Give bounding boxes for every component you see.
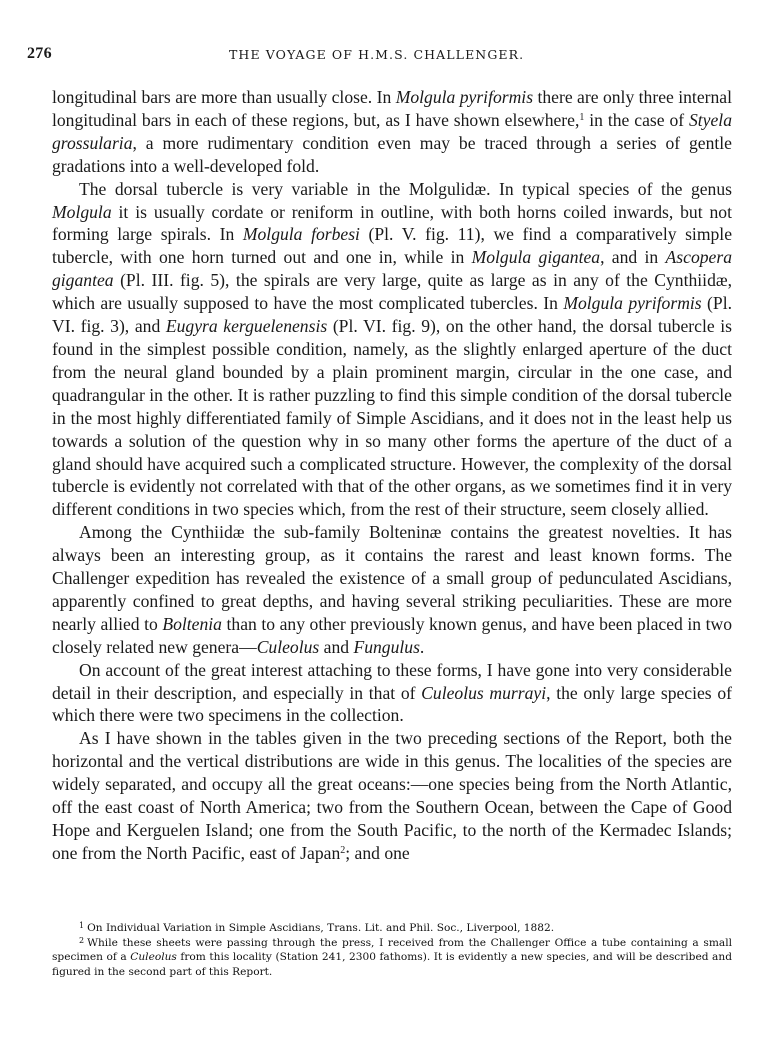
paragraph [52,659,732,728]
text-run: ; and one [345,842,410,863]
text-run: in the case of [584,109,689,130]
page-number: 276 [27,45,52,62]
text-run: On Individual Variation in Simple Ascidians, Trans. Lit. and Phil. Soc., Liverpool, 1882. [87,922,555,934]
paragraph [52,521,732,658]
text-run: (Pl. III. fig. 5), the spirals are very large, quite as large as in any of the Cynthiidæ, which are usually supposed to have the most complicated tubercles. In [52,270,732,314]
body-text [52,86,732,865]
text-run: The dorsal tubercle is very variable in the Molgulidæ. In typical species of the genus [79,178,732,199]
text-run: from this locality (Station 241, 2300 fathoms). It is evidently a new species, and will be described and figured in the second part of this Report. [52,951,732,979]
text-run: it is usually cordate or reniform in outline, with both horns coiled inwards, but not forming large spirals. In [52,201,732,245]
footnote-reference: 2 [340,844,346,856]
text-run: , the only large species of which there were two specimens in the collection. [52,682,732,726]
italic-taxon-name: Culeolus [130,951,177,964]
text-run: Among the Cynthiidæ the sub-family Bolteninæ contains the greatest novelties. It has always been an interesting group, as it contains the rarest and least known forms. The Challenger expedition has revealed the existence of a small group of pedunculated Ascidians, apparently confined to great depths, and having several striking peculiarities. These are more nearly allied to [52,522,732,634]
text-run: As I have shown in the tables given in the two preceding sections of the Report, both the horizontal and the vertical distributions are wide in this genus. The localities of the species are widely separated, and occupy all the great oceans:—one species being from the North Atlantic, off the east coast of North America; two from the Southern Ocean, between the Cape of Good Hope and Kerguelen Island; one from the South Pacific, to the north of the Kermadec Islands; one from the North Pacific, east of Japan [52,728,732,863]
text-run: . [419,636,425,657]
text-run: While these sheets were passing through the press, I received from the Challenger Office a tube containing a small specimen of a [52,936,732,964]
text-run: (Pl. VI. fig. 9), on the other hand, the dorsal tubercle is found in the simplest possible condition, namely, as the slightly enlarged aperture of the duct from the neural gland bounded by a plain prominent margin, circular in the one case, and quadrangular in the other. It is rather puzzling to find this simple condition of the dorsal tubercle in the most highly differentiated family of Simple Ascidians, and it does not in the least help us towards a solution of the question why in so many other forms the aperture of the duct of a gland should have acquired such a complicated structure. However, the complexity of the dorsal tubercle is evidently not correlated with that of the other organs, as we sometimes find it in very different conditions in two species which, from the rest of their structure, seem closely allied. [52,316,732,520]
italic-taxon-name: Molgula [52,201,112,222]
footnote-marker: 1 [79,921,85,930]
paragraph [52,178,732,522]
running-title: THE VOYAGE OF H.M.S. CHALLENGER. [229,47,525,62]
italic-taxon-name: Culeolus [256,636,320,657]
footnote [52,936,732,980]
text-run: and [319,636,354,657]
footnote [52,921,732,936]
text-run: , and in [600,247,666,268]
italic-taxon-name: Molgula pyriformis [395,87,534,107]
italic-taxon-name: Molgula gigantea [471,247,601,268]
italic-taxon-name: Eugyra kerguelenensis [165,316,328,337]
italic-taxon-name: Fungulus [353,636,420,657]
text-run: (Pl. VI. fig. 3), and [52,293,732,337]
footnotes [52,921,732,980]
italic-taxon-name: Culeolus murrayi [421,682,547,703]
italic-taxon-name: Molgula forbesi [242,224,360,245]
footnote-marker: 2 [79,935,85,945]
paragraph [52,86,732,178]
footnote-reference: 1 [579,111,585,123]
italic-taxon-name: Boltenia [162,613,222,634]
italic-taxon-name: Ascopera gigantea [52,247,732,291]
text-run: than to any other previously known genus, and have been placed in two closely related new genera— [52,613,732,657]
text-run: longitudinal bars are more than usually close. In [52,87,396,107]
text-run: , a more rudimentary condition even may be traced through a series of gentle gradations into a well-developed fold. [52,132,732,176]
running-head [27,45,732,65]
paragraph [52,727,732,864]
text-run: (Pl. V. fig. 11), we find a comparatively simple tubercle, with one horn turned out and one in, while in [52,224,732,268]
text-run: there are only three internal longitudinal bars in each of these regions, but, as I have shown elsewhere, [52,87,732,130]
text-run: On account of the great interest attaching to these forms, I have gone into very considerable detail in their description, and especially in that of [52,659,732,703]
italic-taxon-name: Styela grossularia [52,109,732,153]
italic-taxon-name: Molgula pyriformis [563,293,702,314]
